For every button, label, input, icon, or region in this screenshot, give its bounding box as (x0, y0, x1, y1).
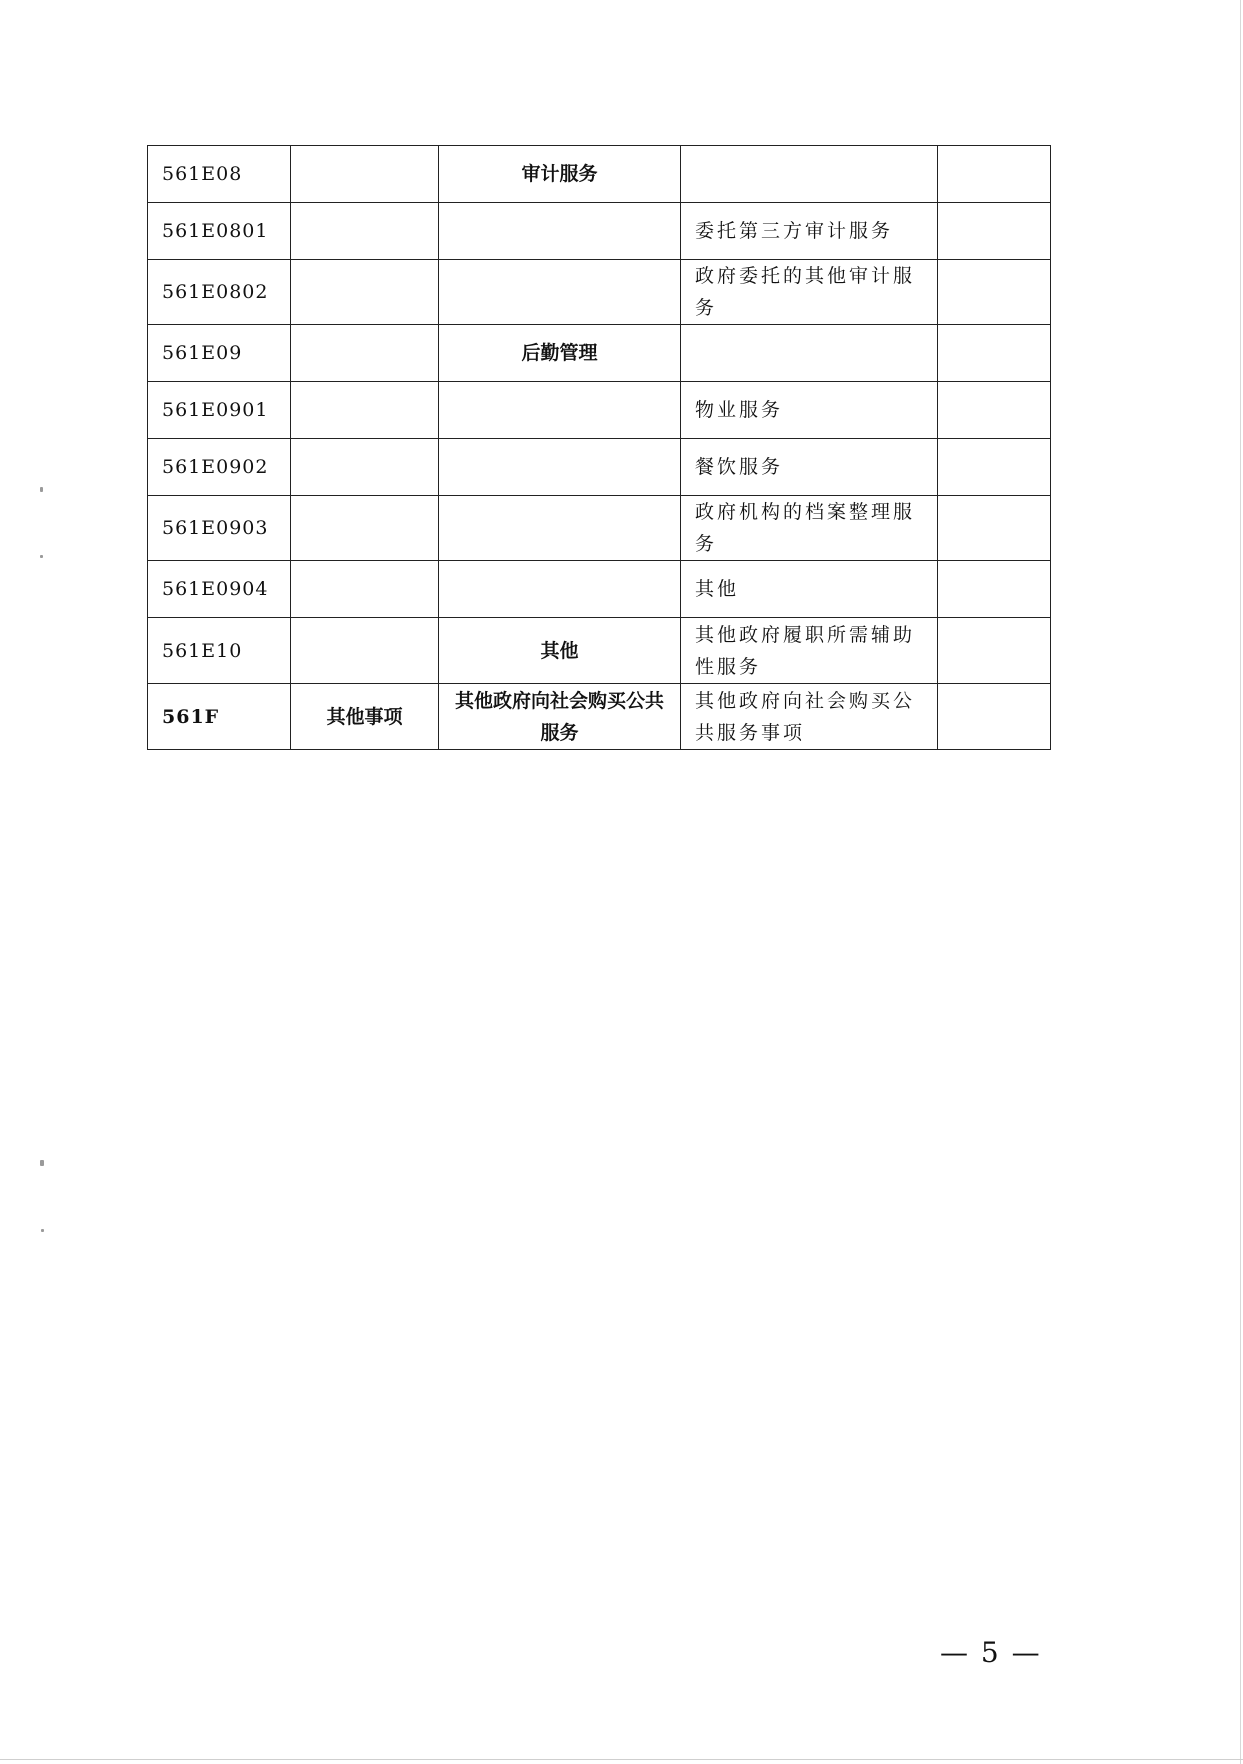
service-item-cell: 其他政府履职所需辅助性服务 (681, 618, 938, 684)
scan-speck (40, 487, 43, 492)
category-cell: 其他事项 (291, 684, 439, 750)
category-cell (291, 325, 439, 382)
service-item-cell: 其他 (681, 561, 938, 618)
service-name-cell (439, 382, 681, 439)
table-row (148, 325, 1051, 382)
category-cell (291, 439, 439, 496)
table-row (148, 382, 1051, 439)
service-name-cell: 审计服务 (439, 146, 681, 203)
code-cell: 561E0903 (148, 496, 291, 561)
code-cell: 561E0904 (148, 561, 291, 618)
service-item-cell: 委托第三方审计服务 (681, 203, 938, 260)
scan-speck (40, 1160, 44, 1166)
service-name-cell (439, 496, 681, 561)
code-cell: 561E0901 (148, 382, 291, 439)
service-name-cell (439, 439, 681, 496)
table-row (148, 496, 1051, 561)
service-item-cell: 其他政府向社会购买公共服务事项 (681, 684, 938, 750)
note-cell (938, 496, 1051, 561)
code-cell: 561E10 (148, 618, 291, 684)
table-row (148, 203, 1051, 260)
code-cell: 561E0902 (148, 439, 291, 496)
note-cell (938, 561, 1051, 618)
table-row (148, 439, 1051, 496)
note-cell (938, 325, 1051, 382)
service-item-cell: 物业服务 (681, 382, 938, 439)
service-name-cell (439, 260, 681, 325)
service-item-cell: 政府机构的档案整理服务 (681, 496, 938, 561)
table-row (148, 684, 1051, 750)
note-cell (938, 439, 1051, 496)
service-item-cell: 餐饮服务 (681, 439, 938, 496)
note-cell (938, 203, 1051, 260)
table-row (148, 561, 1051, 618)
service-name-cell: 其他政府向社会购买公共服务 (439, 684, 681, 750)
scan-edge (1240, 0, 1241, 1764)
note-cell (938, 260, 1051, 325)
category-cell (291, 561, 439, 618)
page-number: — 5 — (940, 1636, 1042, 1669)
table-row (148, 146, 1051, 203)
code-cell: 561E09 (148, 325, 291, 382)
service-name-cell (439, 203, 681, 260)
table-row (148, 260, 1051, 325)
service-name-cell: 其他 (439, 618, 681, 684)
code-cell: 561E0802 (148, 260, 291, 325)
note-cell (938, 146, 1051, 203)
category-cell (291, 618, 439, 684)
service-item-cell (681, 325, 938, 382)
code-cell: 561F (148, 684, 291, 750)
service-item-cell (681, 146, 938, 203)
code-cell: 561E0801 (148, 203, 291, 260)
note-cell (938, 382, 1051, 439)
category-cell (291, 382, 439, 439)
service-name-cell: 后勤管理 (439, 325, 681, 382)
scan-speck (40, 555, 43, 558)
scan-speck (41, 1229, 44, 1232)
category-cell (291, 260, 439, 325)
category-cell (291, 203, 439, 260)
code-cell: 561E08 (148, 146, 291, 203)
category-cell (291, 496, 439, 561)
note-cell (938, 618, 1051, 684)
table-row (148, 618, 1051, 684)
service-name-cell (439, 561, 681, 618)
category-cell (291, 146, 439, 203)
service-catalog-table (147, 145, 1051, 750)
note-cell (938, 684, 1051, 750)
scan-edge (0, 1759, 1243, 1760)
service-item-cell: 政府委托的其他审计服务 (681, 260, 938, 325)
